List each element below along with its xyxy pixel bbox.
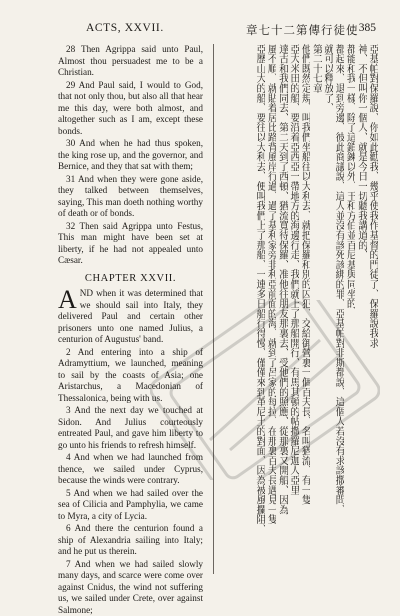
verse-4: 4 And when we had launched from thence, we sailed under Cyprus, because the winds were contrary. (58, 452, 203, 487)
english-column (58, 44, 203, 584)
column-divider (213, 44, 214, 574)
chinese-chapter-heading: 第二十七章 (310, 44, 321, 576)
running-header (56, 22, 378, 38)
page-number: 385 (359, 22, 376, 34)
verse-28: 28 Then Agrippa said unto Paul, Almost thou persuadest me to be a Christian. (58, 44, 203, 79)
chinese-line: 風不順、就貼着居比路背風岸行過、過了基利家旁非利亞前面的海、就到了呂家的每拉、在那裏百夫長遇見一隻 (265, 44, 276, 576)
chinese-line: 亞基帕對保羅說、你如此勸我、幾乎使我作基督的門徒了、保羅說我求 (367, 44, 378, 576)
verse-1 (58, 288, 203, 346)
verse-3: 3 And the next day we touched at Sidon. And Julius courteously entreated Paul, and gave him liberty to go unto his friends to refresh himself. (58, 405, 203, 451)
verse-5: 5 And when we had sailed over the sea of Cilicia and Pamphylia, we came to Myra, a city of Lycia. (58, 488, 203, 523)
drop-cap: A (58, 289, 77, 311)
chinese-line: 都起來、退到旁邊、彼此商議說、這人並沒有該死該綁的罪、亞基帕對非斯都說、這個人若沒有求該撒審問、 (333, 44, 344, 576)
header-chinese-title: 章七十二第傳行徒使 (246, 22, 359, 38)
verse-6: 6 And there the centurion found a ship of Alexandria sailing into Italy; and he put us therein. (58, 523, 203, 558)
chapter-heading: CHAPTER XXVII. (58, 273, 203, 285)
chinese-line: 神、不但叫你一個人、就是今日一切聽我講道的、 (355, 44, 366, 576)
verse-1-text: ND when it was determined that we should sail into Italy, they delivered Paul and certain other prisoners unto one named Julius, a centurion of Augustus' band. (58, 288, 203, 344)
chinese-column (218, 44, 378, 576)
verse-31: 31 And when they were gone aside, they talked between themselves, saying, This man doeth nothing worthy of death or of bonds. (58, 174, 203, 220)
chinese-line: 達古和我們同去、第二天到了西頓、猶流寬待保羅、准他往朋友那裏去、受他們的照應、從那裏又開船、因為 (276, 44, 287, 576)
chinese-line: 他們既然定規、叫我們坐船往以大利去、就把保羅和別的囚犯、交給御營裏一個百夫長、名叫猶流、有一隻 (299, 44, 310, 576)
verse-30: 30 And when he had thus spoken, the king rose up, and the governor, and Bernice, and they that sat with them; (58, 138, 203, 173)
chinese-line: 都能和我一樣、除了這鎖鍊以外、王和方伯並百尼基與同坐的 (344, 44, 355, 576)
header-book-chapter: ACTS, XXVII. (86, 22, 164, 34)
verse-2: 2 And entering into a ship of Adramyttium, we launched, meaning to sail by the coasts of Asia; one Aristarchus, a Macedonian of Thessalonica, being with us. (58, 347, 203, 405)
verse-32: 32 Then said Agrippa unto Festus, This man might have been set at liberty, if he had not appealed unto Cæsar. (58, 221, 203, 267)
verse-7: 7 And when we had sailed slowly many days, and scarce were come over against Cnidus, the wind not suffering us, we sailed under Crete, over against Salmone; (58, 559, 203, 616)
chinese-line: 亞歷山大的船、要往以大利去、便叫我們上了那船、一連多日船行得慢、僅僅來到革尼土的對面、因為被風攔阻、 (254, 44, 265, 576)
chinese-line: 亞大米田的船、要沿着亞西亞一帶地方的海邊行走、我們就上了那船開行、有馬其頓的帖撒羅尼迦人亞里 (288, 44, 299, 576)
chinese-line: 就可以釋放了、 (322, 44, 333, 576)
verse-29: 29 And Paul said, I would to God, that not only thou, but also all that hear me this day, were both almost, and altogether such as I am, except these bonds. (58, 80, 203, 138)
